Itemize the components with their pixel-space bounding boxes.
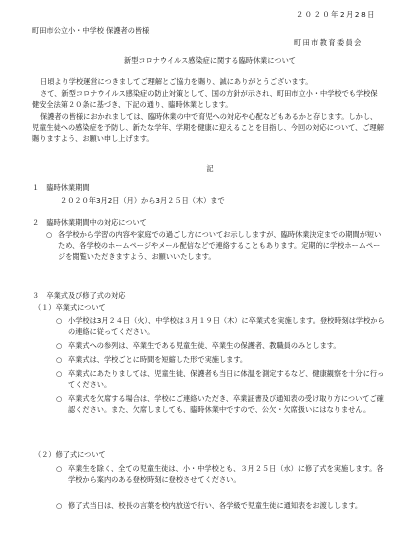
section-2-item [46,229,386,262]
list-item [56,354,386,365]
list-item-text: 卒業式への参列は、卒業生である児童生徒、卒業生の保護者、教職員のみとします。 [68,341,341,350]
section-2-heading: ２ 臨時休業期間中の対応について [32,218,147,227]
list-item [56,340,386,351]
document-date: ２０２０年2月28日 [296,10,377,19]
intro-paragraph: さて、新型コロナウイルス感染症の防止対策として、国の方針が示され、町田市立小・中学校でも学校保健安全法第２０条に基づき、下記の通り、臨時休業とします。 [32,89,378,109]
list-item-text: 卒業生を除く、全ての児童生徒は、小・中学校とも、３月２５日（水）に修了式を実施します。各学校から案内のある登校時刻に登校させてください。 [68,464,384,484]
circle-bullet-icon: ○ [56,501,63,510]
list-item-text: 修了式当日は、校長の言葉を校内放送で行い、各学級で児童生徒に通知表をお渡しします。 [68,501,363,510]
intro-paragraph: 保護者の皆様におかれましては、臨時休業の中で育児への対応や心配などもあるかと存じます。しかし、児童生徒への感染症を予防し、新たな学年、学期を健康に迎えることを目指し、今回の対応について、ご理解賜りますよう、お願い申し上げます。 [32,112,384,143]
intro-paragraphs [32,76,384,145]
list-item [56,393,386,415]
circle-bullet-icon: ○ [46,230,53,239]
list-item [56,368,386,390]
recipient-line: 町田市公立小・中学校 保護者の皆様 [32,26,150,35]
section-3-sub1-heading: （１）卒業式について [34,303,106,312]
circle-bullet-icon: ○ [56,464,63,473]
circle-bullet-icon: ○ [56,355,63,364]
section-3-sub2-heading: （２）修了式について [34,450,106,459]
document-title: 新型コロナウイルス感染症に関する臨時休業について [124,56,296,65]
circle-bullet-icon: ○ [56,394,63,403]
section-2-text: 各学校から学習の内容や家庭での過ごし方についてお示ししますが、臨時休業決定までの期間が短いため、各学校のホームページやメール配信などで連絡することもあります。定期的に学校ホームページを閲覧いただきますよう、お願いいたします。 [58,230,382,261]
circle-bullet-icon: ○ [56,369,63,378]
circle-bullet-icon: ○ [56,341,63,350]
list-item-text: 卒業式にあたりましては、児童生徒、保護者も当日に体温を測定するなど、健康観察を十分に行ってください。 [68,369,385,389]
section-3-heading: ３ 卒業式及び修了式の対応 [32,291,126,300]
list-item-text: 小学校は3月２４日（火）、中学校は３月１９日（木）に卒業式を実施します。登校時刻は学校からの連絡に従ってください。 [68,316,385,336]
list-item [56,315,386,337]
intro-paragraph: 日頃より学校運営につきましてご理解とご協力を賜り、誠にありがとうございます。 [40,77,313,86]
section-1-body: ２０２０年3月2日（月）から3月２５日（木）まで [60,196,225,205]
ki-heading: 記 [206,164,214,173]
list-item-text: 卒業式は、学校ごとに時間を短縮した形で実施します。 [68,355,248,364]
sender-line: 町田市教育委員会 [294,38,363,47]
section-1-heading: １ 臨時休業期間 [32,183,90,192]
circle-bullet-icon: ○ [56,316,63,325]
list-item-text: 卒業式を欠席する場合は、学校にご連絡いただき、卒業証書及び通知表の受け取り方についてご確認ください。また、欠席しましても、臨時休業中ですので、公欠・欠席扱いにはなりません。 [68,394,384,414]
list-item [56,500,386,511]
list-item [56,463,386,485]
